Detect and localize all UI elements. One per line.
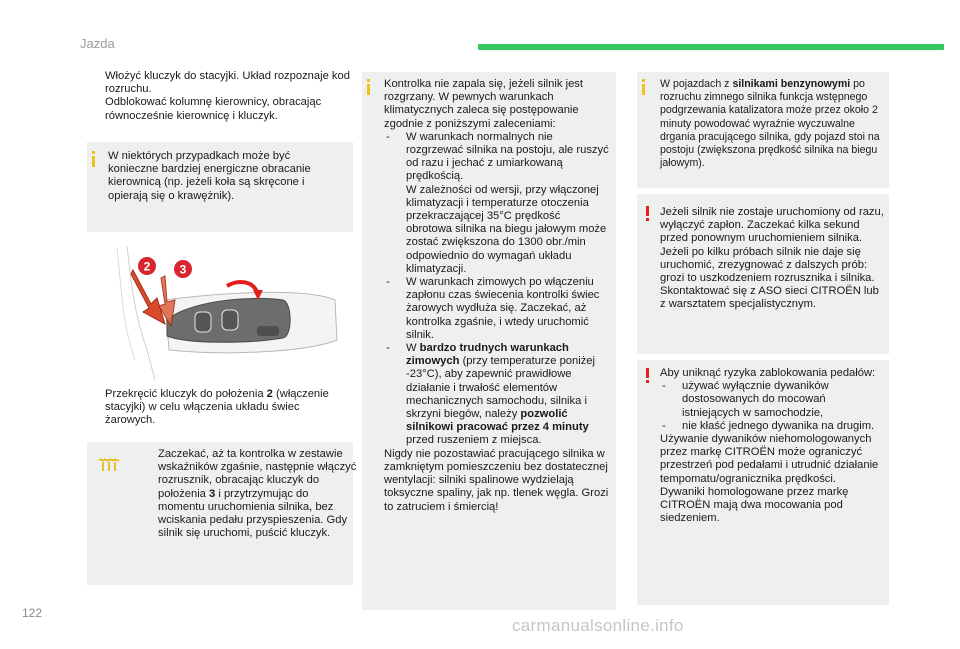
warning-icon bbox=[645, 368, 651, 384]
floor-mat-warning-box: Aby uniknąć ryzyka zablokowania pedałów: - używać wyłącznie dywaników dostosowanych do mocowań istniejących w samochodzie, - nie kłaść jednego dywanika na drugim. Używanie dywaników niehomologowanych przez markę CITROËN może ograniczyć przestrzeń pod pedałami i utrudnić działanie tempomatu/ogranicznika prędkości. Dywaniki homologowane przez markę CITROËN mają dwa mocowania pod siedzeniem. bbox=[637, 360, 889, 605]
safety-warning-text: Nigdy nie pozostawiać pracującego silnika w zamkniętym pomieszczeniu bez dostatecznej wentylacji: silniki spalinowe wydzielają toksyczne spaliny, jak np. tlenek węgla. Grozi to zatruciem i śmiercią! bbox=[384, 447, 609, 513]
glow-plug-icon bbox=[97, 456, 123, 472]
step-item: Włożyć kluczyk do stacyjki. Układ rozpoznaje kod rozruchu. bbox=[105, 70, 350, 96]
info-icon bbox=[367, 79, 379, 95]
list-item: - nie kłaść jednego dywanika na drugim. bbox=[662, 419, 875, 432]
list-item: - W warunkach normalnych nie rozgrzewać silnika na postoju, ale ruszyć od razu i jechać z umiarkowaną prędkością. W zależności od wersji, przy włączonej klimatyzacji i temperaturze otoczenia przekraczającej 35°C prędkość obrotowa silnika na biegu jałowym może zostać zwiększona do 1300 obr./min odpowiednio do wymagań układu klimatyzacji. bbox=[386, 130, 609, 275]
position-2-label: 2 bbox=[143, 259, 151, 274]
watermark: carmanualsonline.info bbox=[512, 616, 684, 635]
step-item: Odblokować kolumnę kierownicy, obracając równocześnie kierownicę i kluczyk. bbox=[105, 96, 322, 122]
section-title: Jazda bbox=[80, 36, 115, 51]
step-3: Przekręcić kluczyk do położenia 2 (włączenie stacyjki) w celu włączenia układu świec żarowych. bbox=[105, 388, 329, 427]
start-failure-warning-box: Jeżeli silnik nie zostaje uruchomiony od razu, wyłączyć zapłon. Zaczekać kilka sekund przed ponownym uruchomieniem silnika. Jeżeli po kilku próbach silnik nie daje się uruchomić, zrezygnować z dalszych prób: grozi to uszkodzeniem rozrusznika i silnika. Skontaktować się z ASO sieci CITROËN lub z warsztatem specjalistycznym. bbox=[637, 194, 889, 354]
glow-plug-step: Zaczekać, aż ta kontrolka w zestawie wskaźników zgaśnie, następnie włączyć rozrusznik, obracając kluczyk do położenia 3 i przytrzymując do momentu uruchomienia silnika, bez wciskania pedału przyspieszenia. Gdy silnik się uruchomi, puścić kluczyk. bbox=[158, 448, 357, 540]
list-item: - W warunkach zimowych po włączeniu zapłonu czas świecenia kontrolki świec żarowych wydłuża się. Zaczekać, aż kontrolka zgaśnie, i wtedy uruchomić silnik. bbox=[386, 276, 600, 341]
position-3-label: 3 bbox=[179, 262, 187, 277]
page-number: 122 bbox=[22, 606, 43, 620]
info-note-text: W niektórych przypadkach może być konieczne bardziej energiczne obracanie kierownicą (np. jeżeli koła są skręcone i opierają się o krawężnik). bbox=[108, 150, 311, 202]
list-item: - W bardzo trudnych warunkach zimowych (przy temperaturze poniżej -23°C), aby zapewnić prawidłowe działanie i trwałość elementów mechanicznych samochodu, silnika i skrzyni biegów, należy pozwolić silnikowi pracować przez 4 minuty przed ruszeniem z miejsca. bbox=[386, 342, 596, 447]
info-icon bbox=[642, 79, 654, 95]
warning-icon bbox=[645, 206, 651, 222]
section-accent-bar bbox=[478, 44, 944, 50]
key-fob-illustration bbox=[87, 240, 353, 380]
cold-start-info-box bbox=[362, 72, 616, 610]
info-intro: Kontrolka nie zapala się, jeżeli silnik jest rozgrzany. W pewnych warunkach klimatycznych zaleca się postępowanie zgodnie z poniższymi zaleceniami: bbox=[384, 78, 583, 130]
steps-list bbox=[87, 70, 352, 123]
petrol-engine-info-box: W pojazdach z silnikami benzynowymi po rozruchu zimnego silnika funkcja wstępnego podgrzewania katalizatora może przez około 2 minuty powodować wyraźnie wyczuwalne drgania pracującego silnika, gdy pojazd stoi na postoju (zwiększona prędkość silnika na biegu jałowym). bbox=[637, 72, 889, 188]
glow-plug-box bbox=[87, 442, 357, 585]
list-item: - używać wyłącznie dywaników dostosowanych do mocowań istniejących w samochodzie, bbox=[662, 380, 829, 419]
info-note-box bbox=[87, 142, 353, 232]
info-icon bbox=[92, 151, 104, 167]
